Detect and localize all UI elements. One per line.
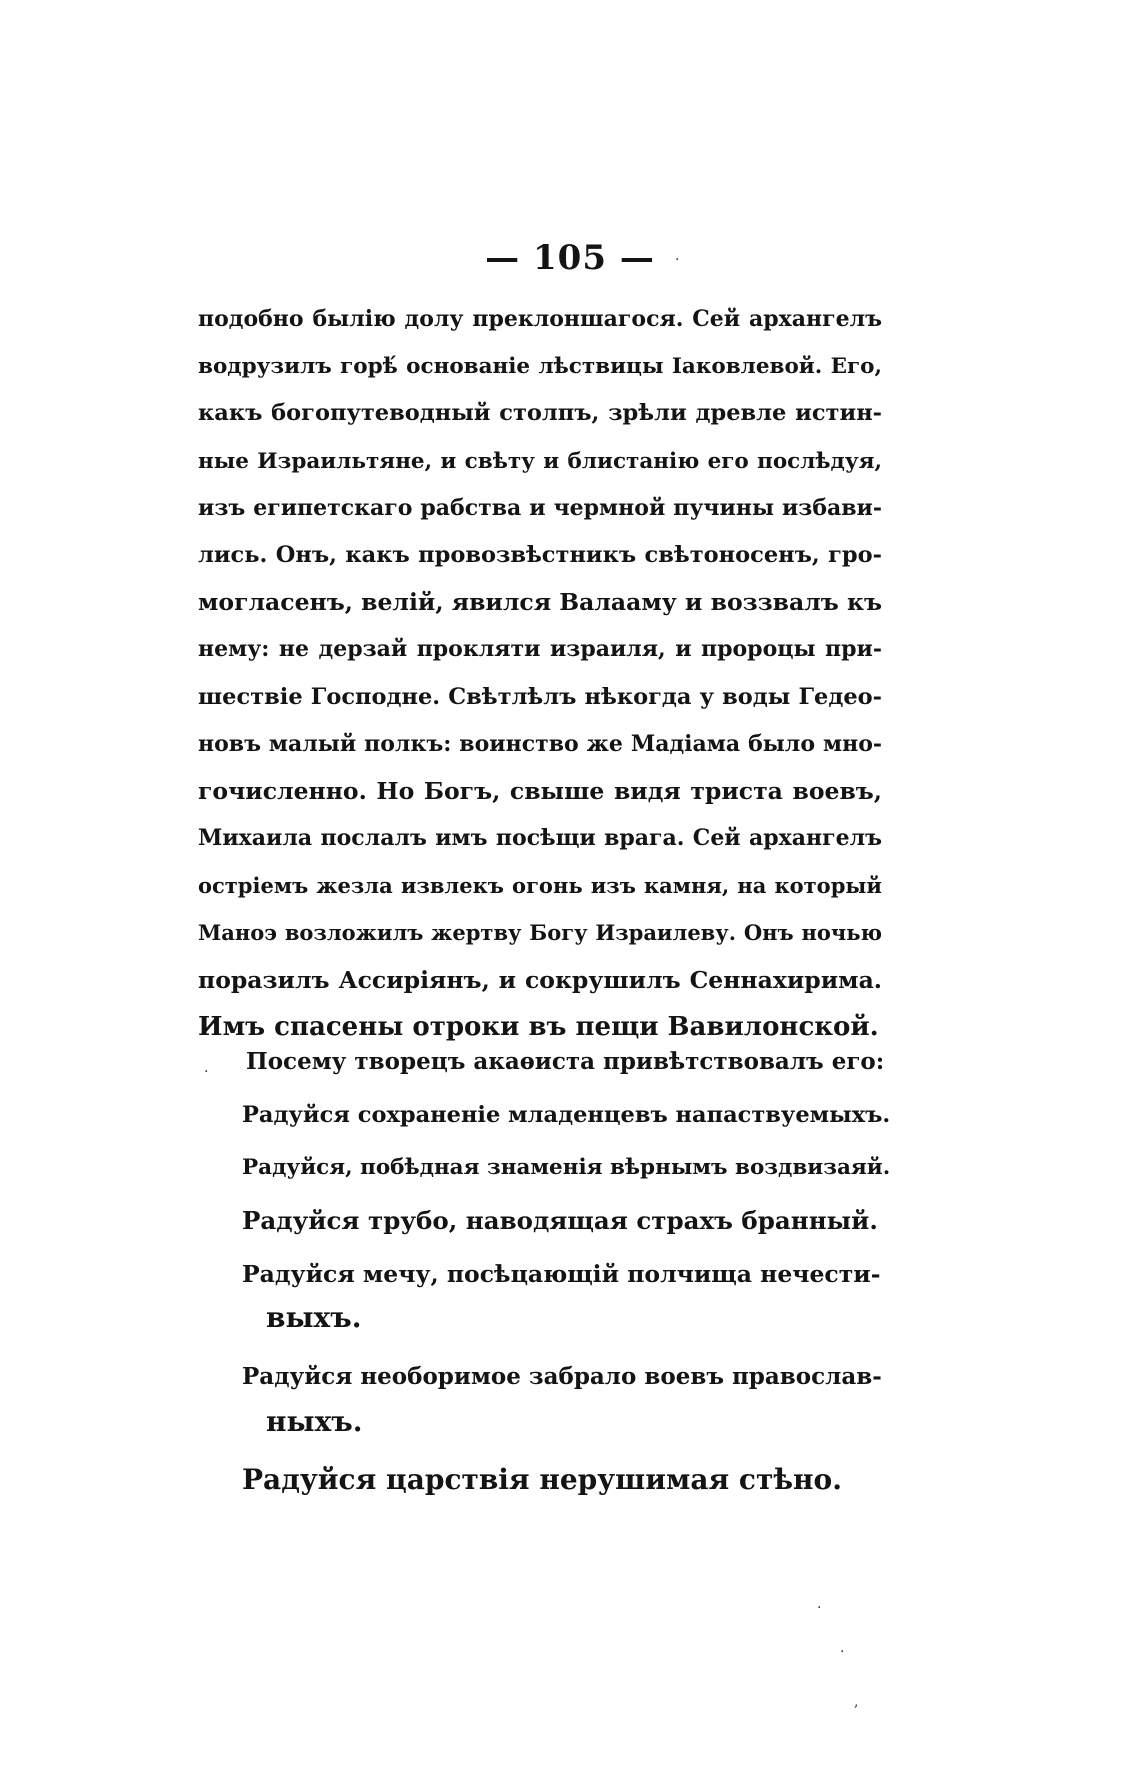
paragraph-line: Маноэ возложилъ жертву Богу Израилеву. Онъ ночью [198,920,882,946]
verse-line: Радуйся трубо, наводящая страхъ бранный. [242,1206,878,1235]
paragraph-line: новъ малый полкъ: воинство же Мадіама было мно- [198,730,882,757]
verse-line: Радуйся, побѣдная знаменія вѣрнымъ воздвизаяй. [242,1155,891,1180]
paragraph-line: какъ богопутеводный столпъ, зрѣли древле истин- [198,400,882,427]
paragraph-line: Михаила послалъ имъ посѣщи врага. Сей архангелъ [198,825,882,852]
ink-speck: · [204,1064,209,1080]
paragraph-line: гочисленно. Но Богъ, свыше видя триста воевъ, [198,776,882,805]
paragraph-line: остріемъ жезла извлекъ огонь изъ камня, на который [198,873,882,899]
paragraph-line: изъ египетскаго рабства и чермной пучины избави- [198,494,882,521]
verse-line: Радуйся необоримое забрало воевъ православ- [242,1363,882,1390]
verse-line-continuation: выхъ. [266,1301,362,1334]
paragraph-line: могласенъ, велій, явился Валааму и воззвалъ къ [198,588,882,617]
paragraph-line: ные Израильтяне, и свѣту и блистанію его послѣдуя, [198,448,882,474]
paragraph-line: лись. Онъ, какъ провозвѣстникъ свѣтоносенъ, гро- [198,541,882,568]
paragraph-line: Имъ спасены отроки въ пещи Вавилонской. [198,1011,879,1042]
paragraph-line: поразилъ Ассиріянъ, и сокрушилъ Сеннахирима. [198,965,882,994]
paragraph-line: подобно былію долу преклоншагося. Сей архангелъ [198,306,882,332]
paragraph-line: нему: не дерзай прокляти израиля, и пророцы при- [198,636,882,663]
verse-line-continuation: ныхъ. [266,1405,363,1438]
paragraph-line: водрузилъ горѣ́ основаніе лѣствицы Іаковлевой. Его, [198,354,882,380]
verse-line: Радуйся сохраненіе младенцевъ напаствуемыхъ. [242,1102,891,1128]
verse-line: Радуйся царствія нерушимая стѣно. [242,1463,842,1496]
verse-intro: Посему творецъ акаѳиста привѣтствовалъ его: [246,1048,885,1075]
paragraph-line: шествіе Господне. Свѣтлѣлъ нѣкогда у воды Гедео- [198,683,882,710]
verse-line: Радуйся мечу, посѣцающій полчища нечести- [242,1260,881,1288]
page-number: — 105 — [485,238,655,278]
ink-speck: · [840,1644,845,1660]
ink-speck: · [817,1600,822,1616]
ink-speck: , [854,1694,859,1710]
body-paragraph [198,296,882,1051]
ink-speck: · [675,252,680,268]
